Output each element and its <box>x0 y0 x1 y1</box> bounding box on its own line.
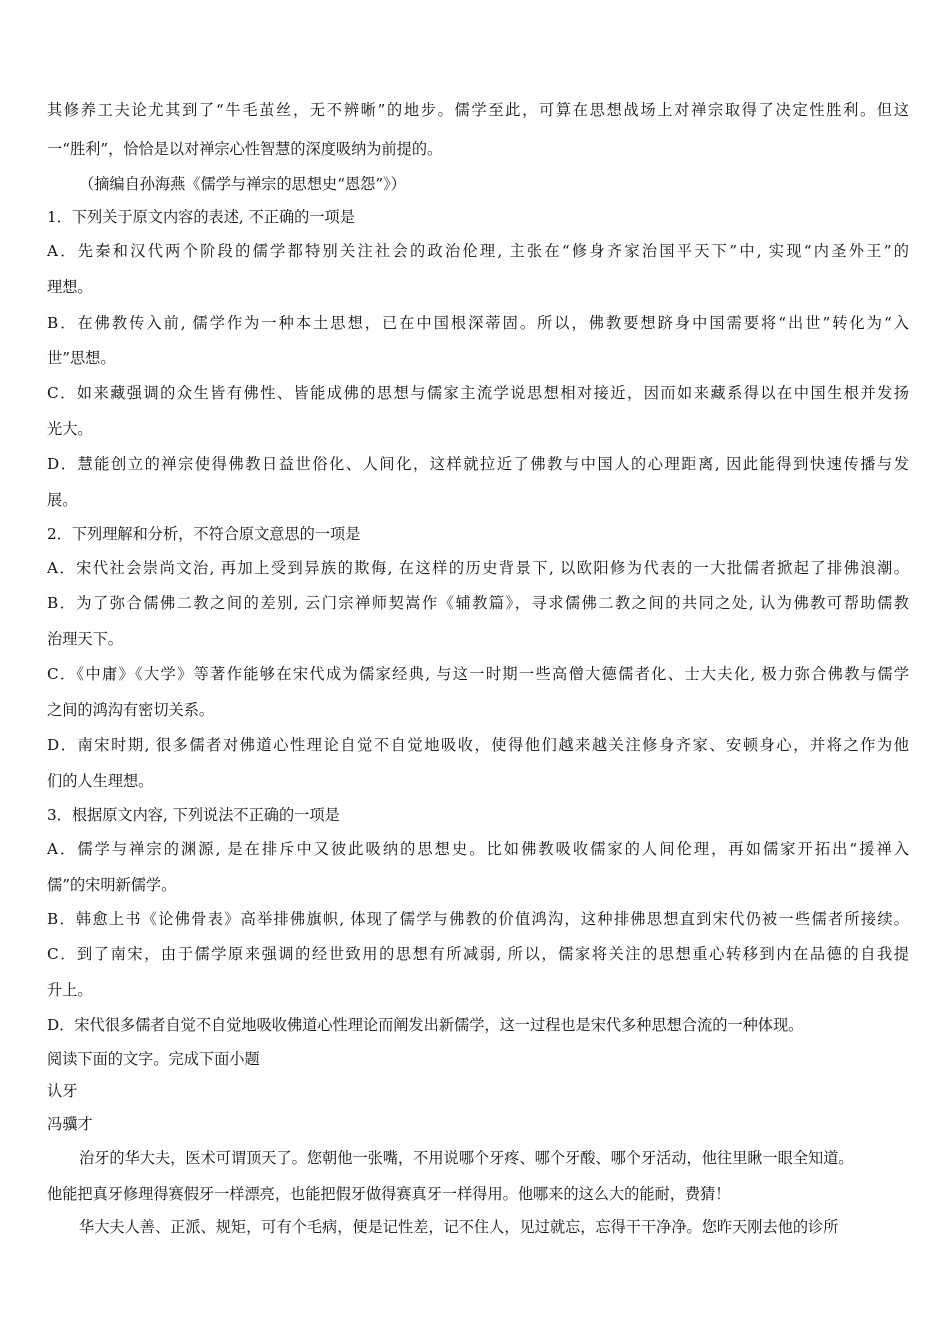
question-1-option-c: C．如来藏强调的众生皆有佛性、皆能成佛的思想与儒家主流学说思想相对接近，因而如来藏系得以在中国生根并发扬 <box>47 384 909 402</box>
question-3-option-a-cont: 儒”的宋明新儒学。 <box>47 876 177 894</box>
question-1-option-a: A．先秦和汉代两个阶段的儒学都特别关注社会的政治伦理, 主张在“修身齐家治国平天下”中, 实现“内圣外王”的 <box>47 242 909 260</box>
question-2-option-b: B．为了弥合儒佛二教之间的差别, 云门宗禅师契嵩作《辅教篇》，寻求儒佛二教之间的共同之处, 认为佛教可帮助儒教 <box>47 594 909 612</box>
question-1-option-b-cont: 世”思想。 <box>47 349 116 367</box>
reading-instruction: 阅读下面的文字。完成下面小题 <box>47 1050 260 1068</box>
question-1-option-d: D．慧能创立的禅宗使得佛教日益世俗化、人间化，这样就拉近了佛教与中国人的心理距离, 因此能得到快速传播与发 <box>47 455 909 473</box>
story-paragraph-line: 他能把真牙修理得赛假牙一样漂亮，也能把假牙做得赛真牙一样得用。他哪来的这么大的能耐，费猜！ <box>47 1185 731 1203</box>
question-2-option-b-cont: 治理天下。 <box>47 630 123 648</box>
story-title: 认牙 <box>47 1082 78 1100</box>
question-1-option-a-cont: 理想。 <box>47 278 93 296</box>
question-2-stem: 2．下列理解和分析，不符合原文意思的一项是 <box>47 525 361 543</box>
passage-line: 其修养工夫论尤其到了“牛毛茧丝，无不辨晰”的地步。儒学至此，可算在思想战场上对禅宗取得了决定性胜利。但这 <box>47 101 909 119</box>
story-paragraph-line: 治牙的华大夫，医术可谓顶天了。您朝他一张嘴，不用说哪个牙疼、哪个牙酸、哪个牙活动，他往里瞅一眼全知道。 <box>79 1149 854 1167</box>
question-1-option-c-cont: 光大。 <box>47 420 93 438</box>
question-3-option-c: C．到了南宋，由于儒学原来强调的经世致用的思想有所减弱, 所以，儒家将关注的思想重心转移到内在品德的自我提 <box>47 945 909 963</box>
question-2-option-d: D．南宋时期, 很多儒者对佛道心性理论自觉不自觉地吸收，使得他们越来越关注修身齐家、安顿身心，并将之作为他 <box>47 736 909 754</box>
question-3-option-b: B．韩愈上书《论佛骨表》高举排佛旗帜, 体现了儒学与佛教的价值鸿沟，这种排佛思想直到宋代仍被一些儒者所接续。 <box>47 910 909 928</box>
source-citation: （摘编自孙海燕《儒学与禅宗的思想史“恩怨”》） <box>79 175 406 193</box>
story-author: 冯骥才 <box>47 1115 93 1133</box>
question-1-option-b: B．在佛教传入前, 儒学作为一种本土思想，已在中国根深蒂固。所以，佛教要想跻身中国需要将“出世”转化为“入 <box>47 314 909 332</box>
question-1-option-d-cont: 展。 <box>47 491 78 509</box>
question-2-option-c: C．《中庸》《大学》等著作能够在宋代成为儒家经典, 与这一时期一些高僧大德儒者化、士大夫化, 极力弥合佛教与儒学 <box>47 665 909 683</box>
question-2-option-d-cont: 们的人生理想。 <box>47 772 154 790</box>
question-2-option-c-cont: 之间的鸿沟有密切关系。 <box>47 701 215 719</box>
question-3-option-a: A．儒学与禅宗的渊源, 是在排斥中又彼此吸纳的思想史。比如佛教吸收儒家的人间伦理，再如儒家开拓出“援禅入 <box>47 840 909 858</box>
question-3-option-c-cont: 升上。 <box>47 981 93 999</box>
question-3-stem: 3．根据原文内容, 下列说法不正确的一项是 <box>47 806 340 824</box>
question-1-stem: 1．下列关于原文内容的表述, 不正确的一项是 <box>47 208 355 226</box>
question-3-option-d: D．宋代很多儒者自觉不自觉地吸收佛道心性理论而阐发出新儒学，这一过程也是宋代多种思想合流的一种体现。 <box>47 1016 804 1034</box>
passage-line: 一“胜利”，恰恰是以对禅宗心性智慧的深度吸纳为前提的。 <box>47 140 443 158</box>
story-paragraph-line: 华大夫人善、正派、规矩，可有个毛病，便是记性差，记不住人，见过就忘，忘得干干净净。您昨天刚去他的诊所 <box>79 1218 839 1236</box>
question-2-option-a: A．宋代社会崇尚文治, 再加上受到异族的欺侮, 在这样的历史背景下, 以欧阳修为代表的一大批儒者掀起了排佛浪潮。 <box>47 559 909 577</box>
